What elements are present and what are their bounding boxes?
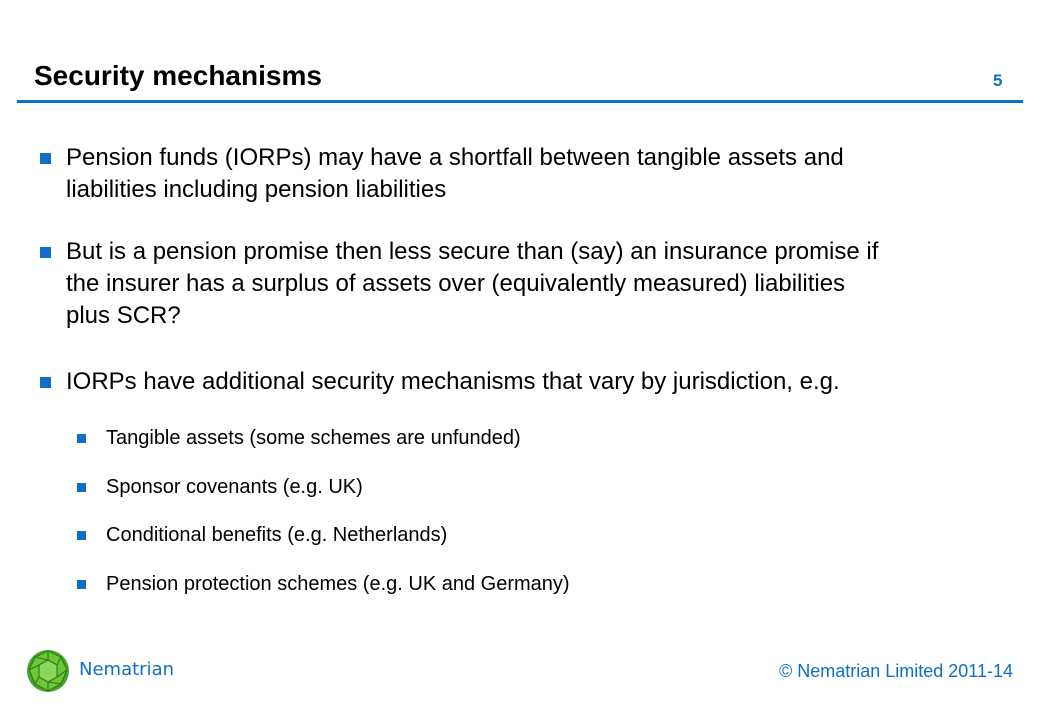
square-bullet-icon <box>40 247 51 258</box>
bullet-line: liabilities including pension liabilities <box>66 176 447 203</box>
sub-bullet-item <box>106 425 986 451</box>
bullet-line: plus SCR? <box>66 302 181 329</box>
page-title: Security mechanisms <box>34 60 322 91</box>
bullet-line: Pension protection schemes (e.g. UK and Germany) <box>106 573 570 595</box>
footer-copyright: © Nematrian Limited 2011-14 <box>778 661 1013 681</box>
sub-bullet-item <box>106 522 986 548</box>
page-number: 5 <box>993 71 1003 90</box>
bullet-line: IORPs have additional security mechanisms that vary by jurisdiction, e.g. <box>66 368 840 395</box>
square-bullet-icon <box>77 531 86 540</box>
square-bullet-icon <box>77 483 86 492</box>
bullet-item <box>66 236 986 332</box>
sub-bullet-item <box>106 571 986 597</box>
square-bullet-icon <box>40 153 51 164</box>
green-polyhedron-icon <box>25 648 71 694</box>
footer-brand: Nematrian <box>79 659 175 680</box>
square-bullet-icon <box>40 377 51 388</box>
bullet-line: Sponsor covenants (e.g. UK) <box>106 476 363 498</box>
bullet-item <box>66 366 986 398</box>
bullet-line: Conditional benefits (e.g. Netherlands) <box>106 524 448 546</box>
square-bullet-icon <box>77 580 86 589</box>
bullet-item <box>66 142 986 206</box>
bullet-line: the insurer has a surplus of assets over (equivalently measured) liabilities <box>66 270 846 297</box>
sub-bullet-item <box>106 474 986 500</box>
bullet-line: But is a pension promise then less secure than (say) an insurance promise if <box>66 238 879 265</box>
bullet-line: Tangible assets (some schemes are unfunded) <box>106 427 521 449</box>
square-bullet-icon <box>77 434 86 443</box>
bullet-line: Pension funds (IORPs) may have a shortfall between tangible assets and <box>66 144 844 171</box>
